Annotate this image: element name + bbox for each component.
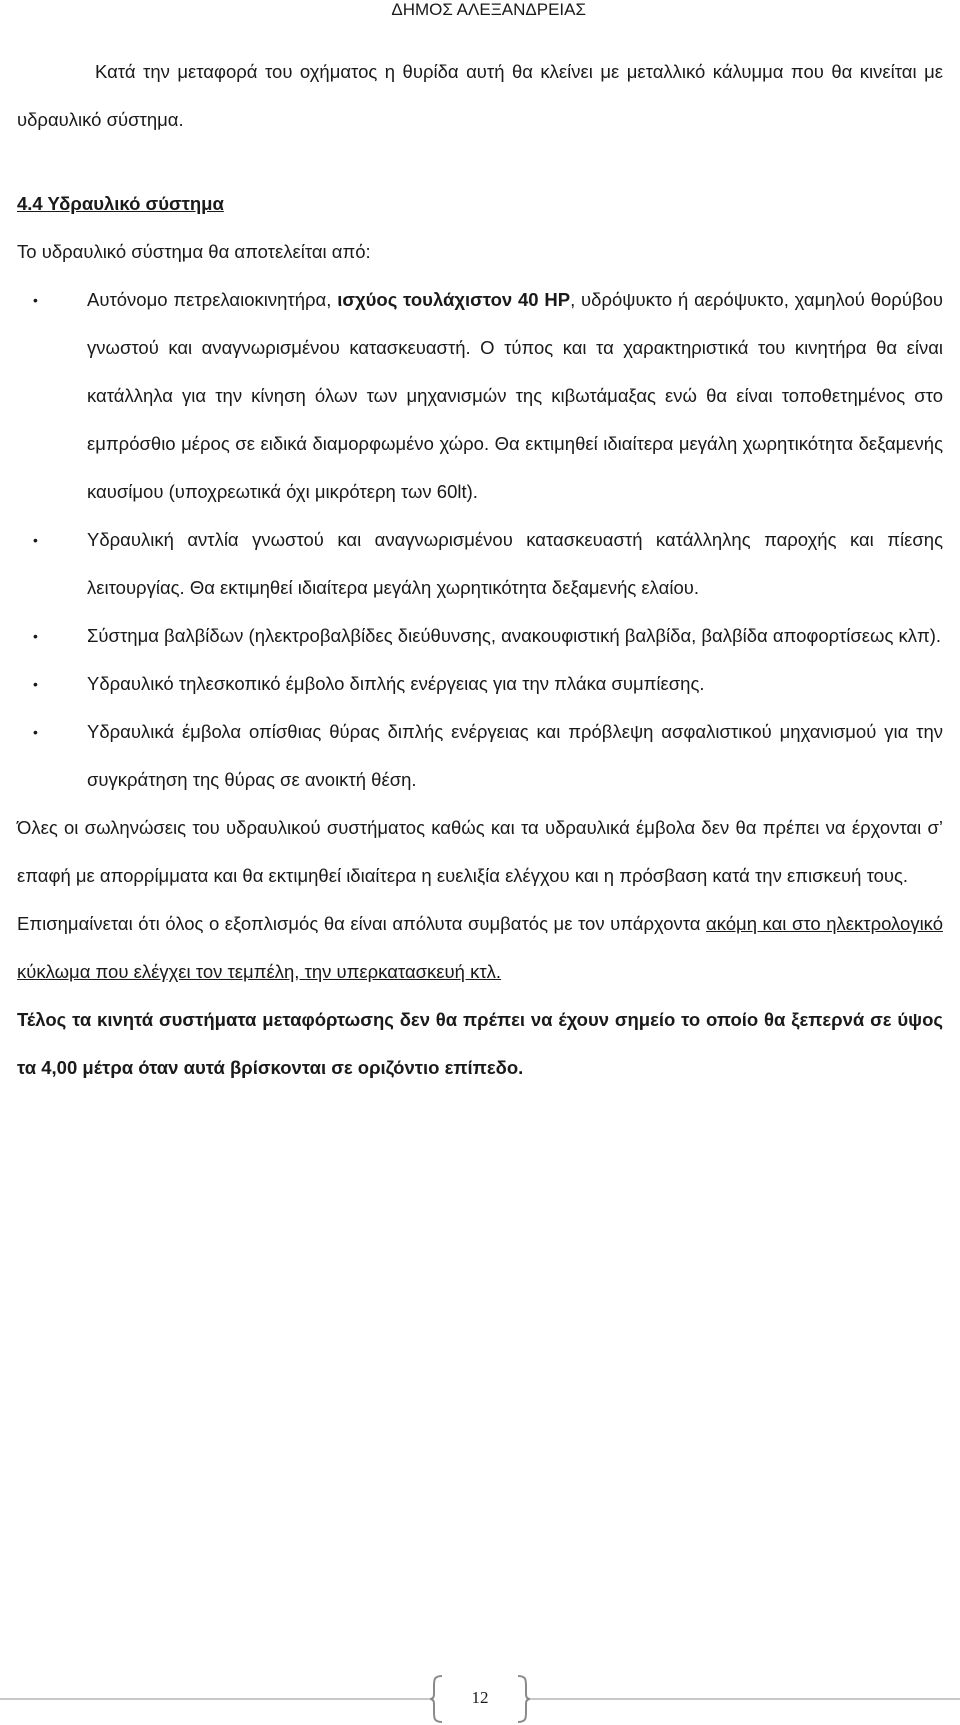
spacer xyxy=(17,144,943,180)
list-item-text: Υδραυλική αντλία γνωστού και αναγνωρισμένου κατασκευαστή κατάλληλης παροχής και πίεσης λειτουργίας. Θα εκτιμηθεί ιδιαίτερα μεγάλη χωρητικότητα δεξαμενής ελαίου. xyxy=(87,529,943,598)
bullet-icon: • xyxy=(33,532,38,548)
list-item-text: Υδραυλικό τηλεσκοπικό έμβολο διπλής ενέργειας για την πλάκα συμπίεσης. xyxy=(87,673,705,694)
list-item-text: Αυτόνομο πετρελαιοκινητήρα, xyxy=(87,289,338,310)
page-number: 12 xyxy=(471,1688,489,1707)
bullet-icon: • xyxy=(33,676,38,692)
list-item xyxy=(17,660,943,708)
equipment-text: Επισημαίνεται ότι όλος ο εξοπλισμός θα είναι απόλυτα συμβατός με τον υπάρχοντα xyxy=(17,913,707,934)
list-item xyxy=(17,516,943,612)
list-item-text: , υδρόψυκτο ή αερόψυκτο, χαμηλού θορύβου γνωστού και αναγνωρισμένου κατασκευαστή. Ο τύπος και τα χαρακτηριστικά του κινητήρα θα είναι κατάλληλα για την κίνηση όλων των μηχανισμών της κιβωτάμαξας ενώ θα είναι τοποθετημένος στο εμπρόσθιο μέρος σε ειδικά διαμορφωμένο χώρο. Θα εκτιμηθεί ιδιαίτερα μεγάλη χωρητικότητα δεξαμενής καυσίμου (υποχρεωτικά όχι μικρότερη των 60lt). xyxy=(87,289,943,502)
bullet-icon: • xyxy=(33,724,38,740)
list-item-bold-text: ισχύος τουλάχιστον 40 HP xyxy=(337,289,571,310)
section-heading: 4.4 Υδραυλικό σύστημα xyxy=(17,193,224,214)
list-item xyxy=(17,276,943,516)
bullet-icon: • xyxy=(33,628,38,644)
document-body xyxy=(17,48,943,1092)
right-brace-icon xyxy=(516,1674,530,1724)
bullet-icon: • xyxy=(33,292,38,308)
page-header xyxy=(0,0,960,20)
equipment-underlined-text: ακόμη και στο ηλεκτρολογικό κύκλωμα που ελέγχει τον τεμπέλη, την υπερκατασκευή κτλ. xyxy=(17,913,943,982)
list-item xyxy=(17,612,943,660)
component-list xyxy=(17,276,943,804)
page-footer xyxy=(430,1674,530,1724)
section-lead: Το υδραυλικό σύστημα θα αποτελείται από: xyxy=(17,241,371,262)
list-item xyxy=(17,708,943,804)
intro-paragraph: Κατά την μεταφορά του οχήματος η θυρίδα αυτή θα κλείνει με μεταλλικό κάλυμμα που θα κινείται με υδραυλικό σύστημα. xyxy=(17,61,943,130)
list-item-text: Σύστημα βαλβίδων (ηλεκτροβαλβίδες διεύθυνσης, ανακουφιστική βαλβίδα, βαλβίδα αποφορτίσεως κλπ). xyxy=(87,625,942,646)
equipment-paragraph xyxy=(17,900,943,996)
list-item-text: Υδραυλικά έμβολα οπίσθιας θύρας διπλής ενέργειας και πρόβλεψη ασφαλιστικού μηχανισμού για την συγκράτηση της θύρας σε ανοικτή θέση. xyxy=(87,721,943,790)
final-paragraph: Τέλος τα κινητά συστήματα μεταφόρτωσης δεν θα πρέπει να έχουν σημείο το οποίο θα ξεπερνά σε ύψος τα 4,00 μέτρα όταν αυτά βρίσκονται σε οριζόντιο επίπεδο. xyxy=(17,1009,943,1078)
footer-rule-right xyxy=(530,1698,960,1700)
footer-rule-left xyxy=(0,1698,430,1700)
pipes-paragraph: Όλες οι σωληνώσεις του υδραυλικού συστήματος καθώς και τα υδραυλικά έμβολα δεν θα πρέπει να έρχονται σ’ επαφή με απορρίμματα και θα εκτιμηθεί ιδιαίτερα η ευελιξία ελέγχου και η πρόσβαση κατά την επισκευή τους. xyxy=(17,817,943,886)
header-title: ΔΗΜΟΣ ΑΛΕΞΑΝΔΡΕΙΑΣ xyxy=(391,0,586,19)
